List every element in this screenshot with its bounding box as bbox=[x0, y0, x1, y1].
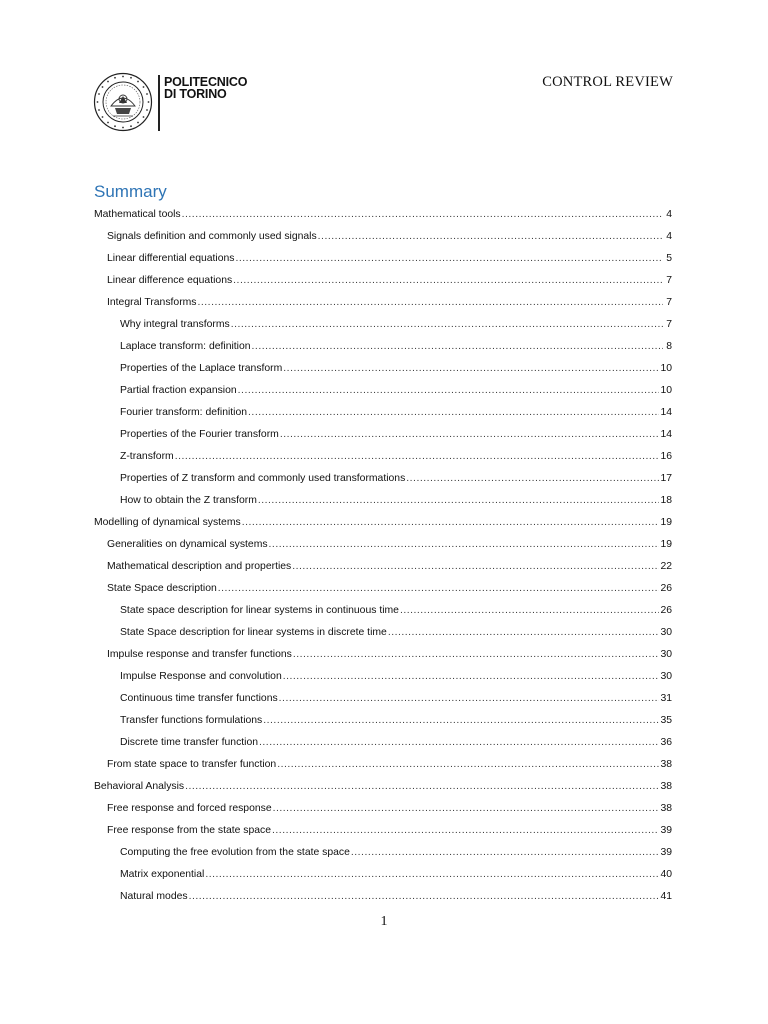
toc-entry-page: 7 bbox=[666, 297, 672, 308]
toc-dot-leader bbox=[189, 886, 660, 908]
toc-entry[interactable] bbox=[94, 226, 672, 248]
toc-dot-leader bbox=[198, 292, 663, 314]
toc-entry-page: 19 bbox=[660, 539, 672, 550]
toc-dot-leader bbox=[400, 600, 659, 622]
toc-entry[interactable] bbox=[94, 248, 672, 270]
toc-entry-label: Fourier transform: definition bbox=[120, 407, 248, 418]
toc-dot-leader bbox=[272, 820, 659, 842]
toc-dot-leader bbox=[175, 446, 660, 468]
toc-entry-page: 26 bbox=[660, 605, 672, 616]
toc-entry-page: 31 bbox=[660, 693, 672, 704]
toc-entry-label: Mathematical description and properties bbox=[107, 561, 292, 572]
toc-entry-page: 10 bbox=[660, 385, 672, 396]
toc-dot-leader bbox=[185, 776, 659, 798]
toc-dot-leader bbox=[388, 622, 660, 644]
toc-dot-leader bbox=[283, 666, 660, 688]
toc-entry[interactable] bbox=[94, 490, 672, 512]
toc-entry-label: Behavioral Analysis bbox=[94, 781, 185, 792]
toc-dot-leader bbox=[292, 556, 659, 578]
toc-entry[interactable] bbox=[94, 776, 672, 798]
toc-entry[interactable] bbox=[94, 798, 672, 820]
table-of-contents bbox=[94, 204, 672, 908]
page-header bbox=[93, 72, 673, 132]
toc-entry-page: 22 bbox=[660, 561, 672, 572]
toc-entry[interactable] bbox=[94, 336, 672, 358]
toc-dot-leader bbox=[238, 380, 660, 402]
toc-entry-page: 39 bbox=[660, 847, 672, 858]
toc-dot-leader bbox=[351, 842, 660, 864]
toc-entry-label: From state space to transfer function bbox=[107, 759, 277, 770]
toc-entry[interactable] bbox=[94, 622, 672, 644]
toc-entry[interactable] bbox=[94, 578, 672, 600]
toc-dot-leader bbox=[235, 248, 663, 270]
toc-entry-page: 38 bbox=[660, 781, 672, 792]
toc-entry-page: 30 bbox=[660, 627, 672, 638]
toc-dot-leader bbox=[252, 336, 663, 358]
toc-entry[interactable] bbox=[94, 864, 672, 886]
toc-entry-label: State space description for linear systems in continuous time bbox=[120, 605, 399, 616]
toc-entry[interactable] bbox=[94, 556, 672, 578]
toc-entry[interactable] bbox=[94, 886, 672, 908]
toc-entry-page: 10 bbox=[660, 363, 672, 374]
toc-entry-label: Matrix exponential bbox=[120, 869, 205, 880]
toc-entry-label: Free response from the state space bbox=[107, 825, 272, 836]
university-seal-icon bbox=[93, 72, 153, 132]
toc-dot-leader bbox=[218, 578, 660, 600]
toc-entry-label: Laplace transform: definition bbox=[120, 341, 251, 352]
toc-entry-label: Computing the free evolution from the state space bbox=[120, 847, 350, 858]
institution-logo-text bbox=[164, 76, 247, 100]
logo-divider bbox=[158, 75, 160, 131]
toc-entry-page: 17 bbox=[660, 473, 672, 484]
toc-entry[interactable] bbox=[94, 600, 672, 622]
toc-dot-leader bbox=[277, 754, 659, 776]
toc-dot-leader bbox=[406, 468, 659, 490]
toc-dot-leader bbox=[269, 534, 660, 556]
toc-entry-page: 30 bbox=[660, 671, 672, 682]
toc-entry-label: Natural modes bbox=[120, 891, 188, 902]
toc-dot-leader bbox=[283, 358, 659, 380]
toc-entry-label: Integral Transforms bbox=[107, 297, 197, 308]
toc-entry-page: 41 bbox=[660, 891, 672, 902]
toc-entry-page: 40 bbox=[660, 869, 672, 880]
toc-entry[interactable] bbox=[94, 270, 672, 292]
toc-entry-label: Discrete time transfer function bbox=[120, 737, 259, 748]
toc-entry-label: Transfer functions formulations bbox=[120, 715, 263, 726]
toc-entry-label: State Space description for linear systems in discrete time bbox=[120, 627, 387, 638]
toc-dot-leader bbox=[182, 204, 663, 226]
toc-entry-page: 8 bbox=[666, 341, 672, 352]
toc-entry-label: Properties of the Fourier transform bbox=[120, 429, 279, 440]
toc-entry[interactable] bbox=[94, 380, 672, 402]
toc-entry-label: Signals definition and commonly used signals bbox=[107, 231, 317, 242]
toc-entry[interactable] bbox=[94, 842, 672, 864]
summary-heading: Summary bbox=[94, 182, 167, 201]
toc-entry-page: 18 bbox=[660, 495, 672, 506]
toc-dot-leader bbox=[318, 226, 663, 248]
toc-dot-leader bbox=[248, 402, 659, 424]
toc-entry-page: 39 bbox=[660, 825, 672, 836]
toc-dot-leader bbox=[263, 710, 659, 732]
toc-entry-page: 30 bbox=[660, 649, 672, 660]
toc-dot-leader bbox=[205, 864, 659, 886]
toc-dot-leader bbox=[258, 490, 660, 512]
logo-line-2: DI TORINO bbox=[164, 87, 227, 101]
toc-entry-label: Impulse response and transfer functions bbox=[107, 649, 292, 660]
toc-dot-leader bbox=[233, 270, 663, 292]
toc-entry[interactable] bbox=[94, 710, 672, 732]
toc-entry-label: Linear difference equations bbox=[107, 275, 233, 286]
toc-entry[interactable] bbox=[94, 424, 672, 446]
toc-entry-page: 16 bbox=[660, 451, 672, 462]
toc-entry-page: 38 bbox=[660, 803, 672, 814]
toc-dot-leader bbox=[242, 512, 660, 534]
toc-entry[interactable] bbox=[94, 468, 672, 490]
toc-entry-page: 5 bbox=[666, 253, 672, 264]
toc-entry-label: Properties of Z transform and commonly used transformations bbox=[120, 473, 406, 484]
toc-entry[interactable] bbox=[94, 314, 672, 336]
toc-entry-label: Generalities on dynamical systems bbox=[107, 539, 268, 550]
toc-entry-page: 4 bbox=[666, 209, 672, 220]
toc-dot-leader bbox=[279, 688, 660, 710]
toc-entry-page: 7 bbox=[666, 275, 672, 286]
toc-entry-page: 19 bbox=[660, 517, 672, 528]
toc-entry[interactable] bbox=[94, 292, 672, 314]
toc-dot-leader bbox=[259, 732, 659, 754]
toc-entry[interactable] bbox=[94, 402, 672, 424]
toc-entry[interactable] bbox=[94, 666, 672, 688]
toc-dot-leader bbox=[293, 644, 660, 666]
toc-entry-page: 7 bbox=[666, 319, 672, 330]
toc-entry-page: 14 bbox=[660, 429, 672, 440]
page-number: 1 bbox=[380, 914, 388, 929]
toc-entry[interactable] bbox=[94, 358, 672, 380]
toc-entry-label: Partial fraction expansion bbox=[120, 385, 237, 396]
toc-entry-label: Impulse Response and convolution bbox=[120, 671, 282, 682]
toc-dot-leader bbox=[280, 424, 660, 446]
toc-dot-leader bbox=[273, 798, 660, 820]
logo-line-1: POLITECNICO bbox=[164, 75, 248, 89]
toc-entry-label: Mathematical tools bbox=[94, 209, 181, 220]
toc-entry-page: 4 bbox=[666, 231, 672, 242]
toc-entry[interactable] bbox=[94, 534, 672, 556]
toc-entry-label: State Space description bbox=[107, 583, 217, 594]
toc-entry[interactable] bbox=[94, 204, 672, 226]
toc-entry-label: Properties of the Laplace transform bbox=[120, 363, 283, 374]
toc-entry[interactable] bbox=[94, 512, 672, 534]
toc-entry-label: How to obtain the Z transform bbox=[120, 495, 257, 506]
toc-entry[interactable] bbox=[94, 688, 672, 710]
toc-entry-label: Z-transform bbox=[120, 451, 174, 462]
toc-entry[interactable] bbox=[94, 446, 672, 468]
toc-entry-label: Why integral transforms bbox=[120, 319, 230, 330]
document-title: CONTROL REVIEW bbox=[542, 74, 673, 90]
toc-entry[interactable] bbox=[94, 644, 672, 666]
toc-entry-page: 14 bbox=[660, 407, 672, 418]
toc-entry[interactable] bbox=[94, 754, 672, 776]
toc-entry-label: Modelling of dynamical systems bbox=[94, 517, 241, 528]
toc-entry-label: Continuous time transfer functions bbox=[120, 693, 278, 704]
toc-entry-label: Free response and forced response bbox=[107, 803, 272, 814]
toc-entry-page: 38 bbox=[660, 759, 672, 770]
toc-entry[interactable] bbox=[94, 820, 672, 842]
toc-entry-page: 26 bbox=[660, 583, 672, 594]
toc-entry[interactable] bbox=[94, 732, 672, 754]
toc-entry-label: Linear differential equations bbox=[107, 253, 235, 264]
toc-entry-page: 35 bbox=[660, 715, 672, 726]
toc-dot-leader bbox=[231, 314, 663, 336]
toc-entry-page: 36 bbox=[660, 737, 672, 748]
